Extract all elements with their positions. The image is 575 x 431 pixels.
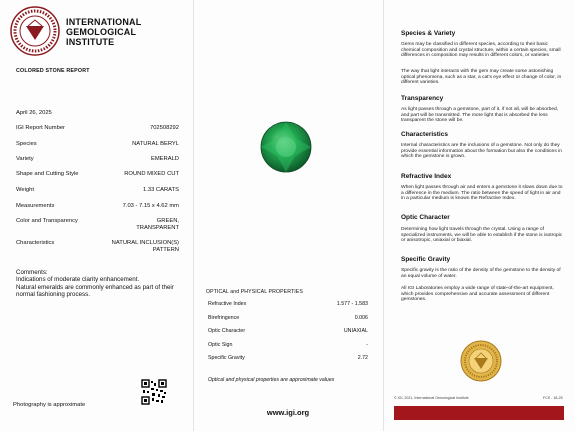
section-heading: Optic Character	[401, 214, 450, 221]
optical-panel	[193, 0, 384, 431]
section-text: Determining how light travels through the crystal. Using a range of specialized instruments, we will be able to establish if the stone is isotropic or anisotropic, uniaxial or biaxial.	[401, 227, 563, 244]
optical-value: 2.72	[357, 355, 368, 361]
section-heading: Characteristics	[401, 131, 448, 138]
section-heading: Refractive Index	[401, 173, 452, 180]
photo-note: Photography is approximate	[13, 402, 86, 408]
report-title: COLORED STONE REPORT	[16, 68, 90, 74]
optical-label: Refractive Index	[208, 301, 247, 307]
field-label: Color and Transparency	[16, 218, 78, 224]
field-value: NATURAL BERYL	[132, 141, 179, 147]
section-heading: Transparency	[401, 95, 444, 102]
section-text: All IGI Laboratories employ a wide range of state-of-the-art equipment, which provides comprehensive and accurate assessment of different gemstones.	[401, 286, 554, 303]
section-text: Specific gravity is the ratio of the density of the gemstone to the density of an equal volume of water.	[401, 268, 561, 279]
form-code: FCS - 18-25	[543, 396, 563, 400]
igi-seal-icon	[10, 6, 60, 56]
comments	[16, 269, 181, 298]
field-value: ROUND MIXED CUT	[124, 171, 179, 177]
section-text: When light passes through air and enters a gemstone it slows down due to a difference in the medium. The ratio between the speed of light in air and in a particular medium is known the Refractive Index.	[401, 185, 563, 202]
optical-title: OPTICAL and PHYSICAL PROPERTIES	[206, 289, 303, 295]
qr-code-icon[interactable]	[141, 379, 167, 405]
field-value: NATURAL INCLUSION(S) PATTERN	[111, 240, 179, 253]
report-date: April 26, 2025	[16, 110, 52, 116]
optical-value: -	[366, 342, 368, 348]
security-strip	[394, 406, 564, 420]
info-panel	[383, 0, 575, 431]
field-value: GREEN, TRANSPARENT	[136, 218, 179, 231]
section-heading: Specific Gravity	[401, 256, 451, 263]
field-label: Weight	[16, 187, 34, 193]
field-value: 1.33 CARATS	[143, 187, 179, 193]
gold-seal-icon	[460, 340, 502, 382]
comments-label: Comments:	[16, 269, 48, 276]
section-text: Internal characteristics are the inclusions of a gemstone. Not only do they provide essential information about the formation but also the conditions in which the gemstone is grown.	[401, 143, 562, 160]
comments-text: Indications of moderate clarity enhancement. Natural emeralds are commonly enhanced as part of their normal fashioning process.	[16, 276, 174, 298]
optical-note: Optical and physical properties are approximate values	[208, 377, 335, 383]
section-text: Gems may be classified in different species, according to their basic chemical composition and crystal structure, within a certain species, small differences in composition may results in different colors, or varieties	[401, 42, 561, 59]
optical-value: UNIAXIAL	[343, 328, 368, 334]
optical-label: Specific Gravity	[208, 355, 245, 361]
field-label: Characteristics	[16, 240, 55, 246]
optical-label: Optic Character	[208, 328, 246, 334]
optical-value: 1.577 - 1.583	[336, 301, 368, 307]
field-label: Shape and Cutting Style	[16, 171, 79, 177]
field-label: Measurements	[16, 203, 55, 209]
website-link[interactable]: www.igi.org	[266, 408, 310, 417]
institute-name: INTERNATIONAL GEMOLOGICAL INSTITUTE	[66, 17, 142, 47]
optical-label: Optic Sign	[208, 342, 233, 348]
emerald-gem-icon	[259, 120, 313, 174]
copyright: © IGI, 2021, International Gemological Institute	[394, 396, 469, 400]
field-value: EMERALD	[150, 156, 179, 162]
section-text: As light passes through a gemstone, part of it, if not all, will be absorbed, and part will be transmitted. The more light that is absorbed the less transparent the stone will be.	[401, 107, 559, 124]
section-heading: Species & Variety	[401, 30, 456, 37]
field-label: IGI Report Number	[16, 125, 65, 131]
field-value: 702508292	[149, 125, 179, 131]
section-text: The way that light interacts with the gem may create some astonishing optical phenomena, such as a star, a cat's eye effect or change of color, in different varieties.	[401, 69, 562, 86]
field-value: 7.03 - 7.15 x 4.62 mm	[122, 203, 179, 209]
optical-label: Birefringence	[208, 315, 240, 321]
field-label: Variety	[16, 156, 34, 162]
report-panel	[0, 0, 194, 431]
optical-value: 0.006	[354, 315, 368, 321]
field-label: Species	[16, 141, 37, 147]
